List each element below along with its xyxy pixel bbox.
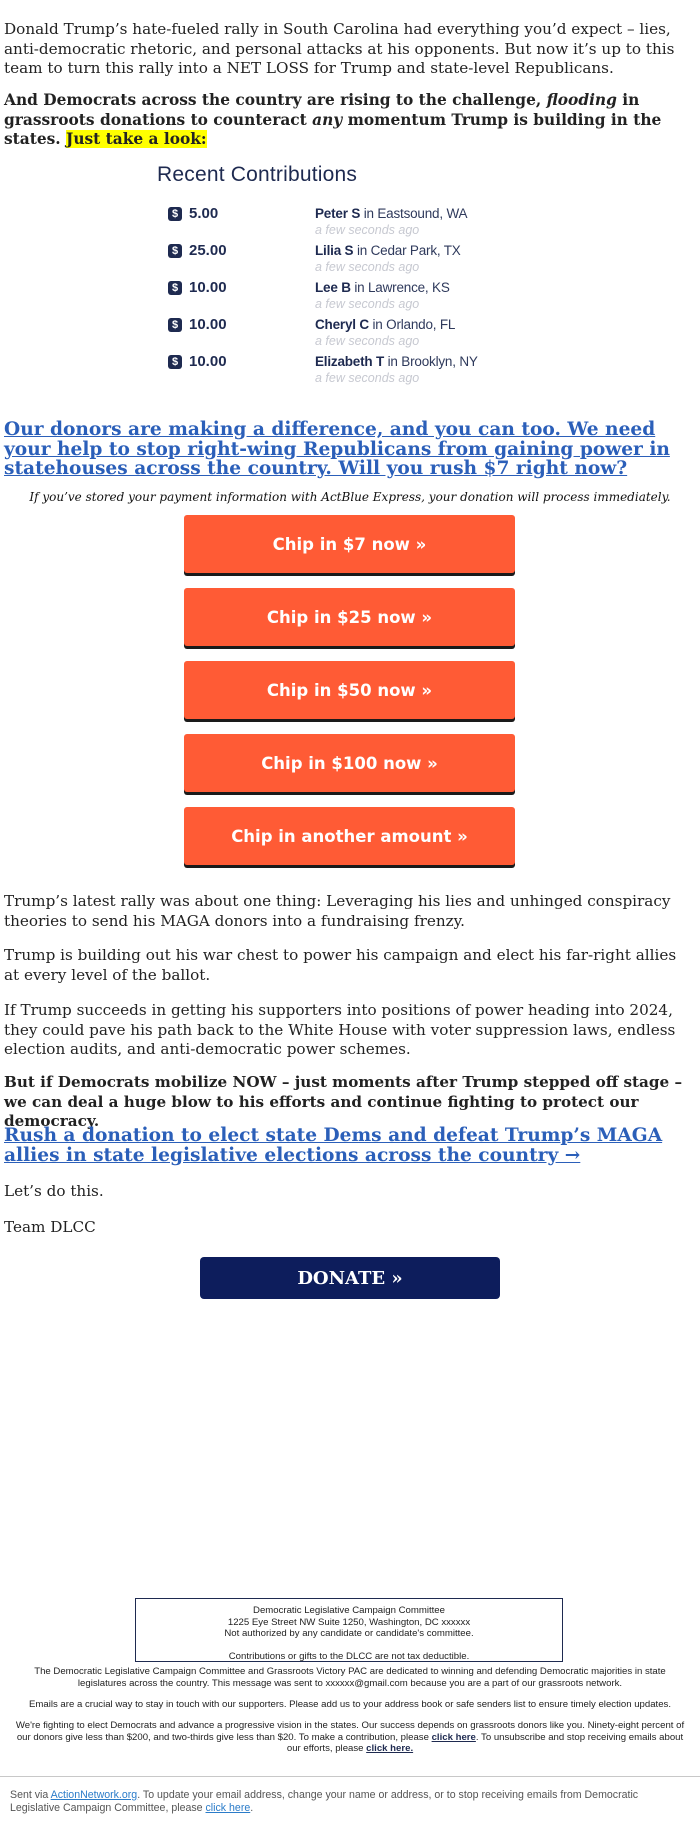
contributor-name: Elizabeth T: [315, 354, 385, 369]
intro-text-a: And Democrats across the country are rising to the challenge,: [4, 91, 547, 109]
body-paragraph-2: Trump is building out his war chest to power his campaign and elect his far-right allies at every level of the ballot.: [4, 946, 677, 984]
chip-in-50-button[interactable]: Chip in $50 now »: [184, 661, 515, 719]
contributor-in: in: [387, 354, 398, 369]
contribution-row: [156, 242, 556, 279]
contributor-name: Lilia S: [315, 243, 354, 258]
contribution-row: [156, 205, 556, 242]
contribution-time: a few seconds ago: [315, 297, 420, 311]
footer-divider: [0, 1776, 700, 1777]
contribution-amount: 5.00: [189, 205, 219, 222]
contribution-time: a few seconds ago: [315, 371, 420, 385]
body-paragraph-1: Trump’s latest rally was about one thing: Leveraging his lies and unhinged conspiracy theories to send his MAGA donors into a fundraising frenzy.: [4, 892, 671, 930]
body-paragraph-3: If Trump succeeds in getting his supporters into positions of power heading into 2024, they could pave his path back to the White House with voter suppression laws, endless election audits, and anti-democratic power schemes.: [4, 1001, 676, 1058]
footer-donors-text-a: We're fighting to elect Democrats and advance a progressive vision in the states. Our success depends on grassroots donors like you. Ninety-eight percent of our donors give less than $200, and two-thirds give less than $20. To make a contribution, please: [15, 1720, 685, 1743]
contributor: [315, 280, 450, 295]
paid-for-box: [135, 1598, 563, 1662]
intro-bold-paragraph: [4, 91, 696, 150]
footer-mission: The Democratic Legislative Campaign Committee and Grassroots Victory PAC are dedicated to winning and defending Democratic majorities in state legislatures across the country. This message was sent to xxxxxx@gmail.com because you are a part of our grassroots network.: [34, 1666, 666, 1689]
footer-donors-note: [10, 1720, 690, 1755]
contribution-row: [156, 353, 556, 390]
contributor-location: Cedar Park, TX: [370, 243, 461, 258]
contributor-in: in: [363, 206, 374, 221]
footer-tax-note: Contributions or gifts to the DLCC are not tax deductible.: [228, 1650, 470, 1662]
actionnetwork-link[interactable]: ActionNetwork.org: [50, 1789, 138, 1801]
contribute-link[interactable]: click here: [431, 1731, 476, 1743]
donate-button[interactable]: DONATE »: [200, 1257, 500, 1299]
sent-via-text-b: . To update your email address, change your name or address, or to stop receiving emails from Democratic Legislative Campaign Committee, please: [10, 1789, 639, 1814]
contributor-location: Orlando, FL: [386, 317, 456, 332]
contribution-row: [156, 316, 556, 353]
recent-contributions-title: Recent Contributions: [157, 163, 358, 186]
footer-org: Democratic Legislative Campaign Committee: [253, 1605, 445, 1616]
actblue-express-note: If you’ve stored your payment information with ActBlue Express, your donation will process immediately.: [29, 490, 671, 504]
chip-in-25-button[interactable]: Chip in $25 now »: [184, 588, 515, 646]
dollar-icon: $: [168, 244, 182, 258]
update-preferences-link[interactable]: click here: [205, 1802, 251, 1814]
contributor-name: Lee B: [315, 280, 351, 295]
contributor-name: Peter S: [315, 206, 361, 221]
sent-via-note: [10, 1789, 690, 1815]
footer-donors-text-b: . To unsubscribe and stop receiving emails about our efforts, please: [286, 1731, 684, 1755]
chip-in-7-button[interactable]: Chip in $7 now »: [184, 515, 515, 573]
signature: Team DLCC: [4, 1218, 96, 1236]
dollar-icon: $: [168, 318, 182, 332]
contribution-amount: 10.00: [189, 353, 227, 370]
contributor-in: in: [372, 317, 383, 332]
contributor: [315, 206, 467, 221]
contribution-time: a few seconds ago: [315, 260, 420, 274]
chip-in-100-button[interactable]: Chip in $100 now »: [184, 734, 515, 792]
body-paragraph-4: But if Democrats mobilize NOW – just moments after Trump stepped off stage – we can deal a huge blow to his efforts and continue fighting to protect our democracy.: [4, 1073, 683, 1130]
contributor-location: Lawrence, KS: [368, 280, 450, 295]
contributor-location: Brooklyn, NY: [401, 354, 478, 369]
contributor-in: in: [354, 280, 365, 295]
chip-in-other-button[interactable]: Chip in another amount »: [184, 807, 515, 865]
contribution-amount: 10.00: [189, 316, 227, 333]
footer-address: 1225 Eye Street NW Suite 1250, Washington, DC xxxxxx: [227, 1616, 471, 1628]
rush-donation-link[interactable]: Rush a donation to elect state Dems and defeat Trump’s MAGA allies in state legislative elections across the country →: [4, 1125, 663, 1166]
intro-flooding: flooding: [546, 91, 617, 109]
contribution-amount: 25.00: [189, 242, 227, 259]
signoff-line: Let’s do this.: [4, 1182, 104, 1200]
contribution-row: [156, 279, 556, 316]
recent-contributions-widget: [156, 163, 556, 390]
dollar-icon: $: [168, 281, 182, 295]
contribution-amount: 10.00: [189, 279, 227, 296]
sent-via-text-a: Sent via: [10, 1789, 51, 1801]
contributor-in: in: [356, 243, 368, 258]
donation-buttons: [184, 515, 515, 880]
contributor-name: Cheryl C: [315, 317, 369, 332]
intro-any: any: [312, 110, 343, 129]
contributor-location: Eastsound, WA: [377, 206, 468, 221]
contribution-time: a few seconds ago: [315, 223, 420, 237]
donate-ask-link[interactable]: Our donors are making a difference, and you can too. We need your help to stop right-wing Republicans from gaining power in statehouses across the country. Will you rush $7 right now?: [4, 419, 670, 479]
sent-via-text-c: .: [250, 1802, 254, 1814]
intro-paragraph: Donald Trump’s hate-fueled rally in South Carolina had everything you’d expect – lies, anti-democratic rhetoric, and personal attacks at his opponents. But now it’s up to this team to turn this rally into a NET LOSS for Trump and state-level Republicans.: [4, 20, 675, 77]
dollar-icon: $: [168, 207, 182, 221]
contributor: [315, 317, 455, 332]
dollar-icon: $: [168, 355, 182, 369]
footer-safe-senders: Emails are a crucial way to stay in touch with our supporters. Please add us to your address book or safe senders list to ensure timely election updates.: [28, 1699, 672, 1710]
intro-highlight: Just take a look:: [66, 130, 207, 148]
footer-authorization: Not authorized by any candidate or candidate's committee.: [224, 1628, 474, 1639]
contributor: [315, 354, 478, 369]
intro-text-b: in grassroots donations to counteract: [4, 91, 640, 129]
unsubscribe-link[interactable]: click here.: [366, 1743, 414, 1755]
intro-text-c: momentum Trump is building in the states.: [4, 110, 662, 148]
contributor: [315, 243, 461, 258]
contribution-time: a few seconds ago: [315, 334, 420, 348]
